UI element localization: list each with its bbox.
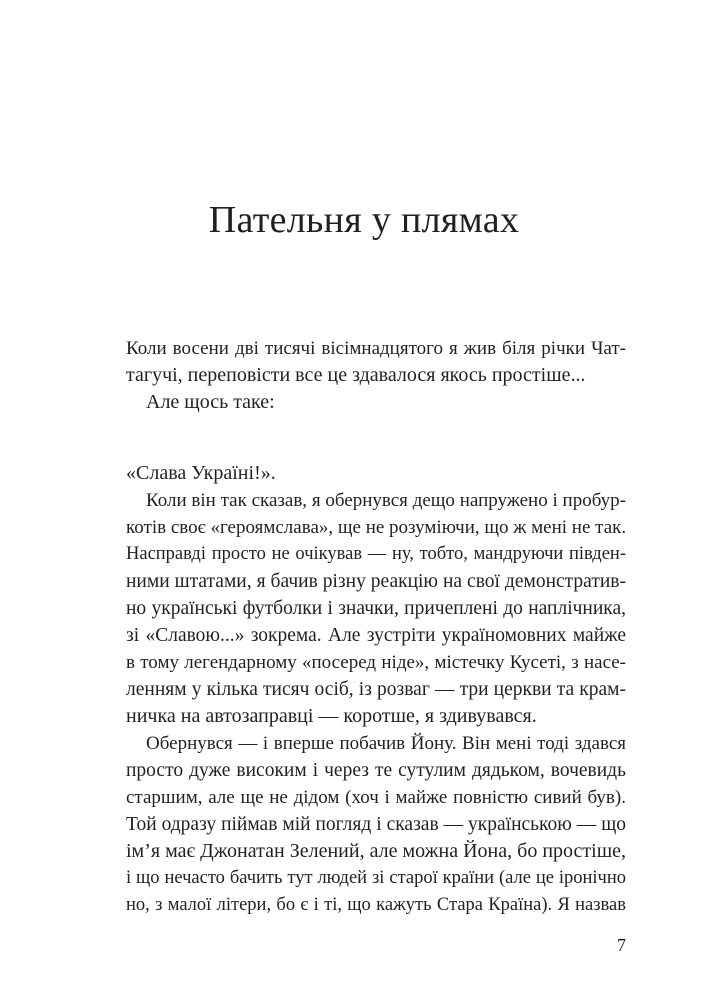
body-line: котів своє «героямслава», ще не розуміючи, що ж мені не так. <box>126 517 627 538</box>
body-line: просто дуже високим і через те сутулим дядьком, вочевидь <box>126 760 626 781</box>
body-line: но, з малої літери, бо є і ті, що кажуть Стара Країна). Я назвав <box>126 895 626 915</box>
body-line: Насправді просто не очікував — ну, тобто, мандруючи півден- <box>126 544 626 564</box>
body-line: «Слава Україні!». <box>126 462 276 484</box>
body-line: ничка на автозаправці — коротше, я здивувався. <box>126 705 537 727</box>
body-line: зі «Славою...» зокрема. Але зустріти україномовних майже <box>126 625 626 646</box>
body-line: і що нечасто бачить тут людей зі старої країни (але це іронічно <box>126 868 626 888</box>
intro-line: тагучі, переповісти все це здавалося якось простіше... <box>126 364 586 386</box>
intro-line: Коли восени дві тисячі вісімнадцятого я жив біля річки Чат- <box>126 338 626 359</box>
page-number: 7 <box>617 935 626 955</box>
intro-line: Але щось таке: <box>146 391 275 413</box>
body-line: ленням у кілька тисяч осіб, із розваг — три церкви та крам- <box>126 679 626 700</box>
body-line: ними штатами, я бачив різну реакцію на свої демонстратив- <box>126 571 626 592</box>
body-line: Коли він так сказав, я обернувся дещо напружено і пробур- <box>146 490 626 511</box>
body-line: но українські футболки і значки, причеплені до наплічника, <box>126 598 626 619</box>
body-line: старшим, але ще не дідом (хоч і майже повністю сивий був). <box>126 787 626 808</box>
body-line: в тому легендарному «посеред ніде», містечку Кусеті, з насе- <box>126 652 626 673</box>
chapter-title: Пательня у плямах <box>208 199 520 241</box>
body-line: Обернувся — і вперше побачив Йону. Він мені тоді здався <box>146 733 626 754</box>
body-line: ім’я має Джонатан Зелений, але можна Йона, бо простіше, <box>126 840 626 862</box>
body-line: Той одразу піймав мій погляд і сказав — українською — що <box>126 814 626 835</box>
